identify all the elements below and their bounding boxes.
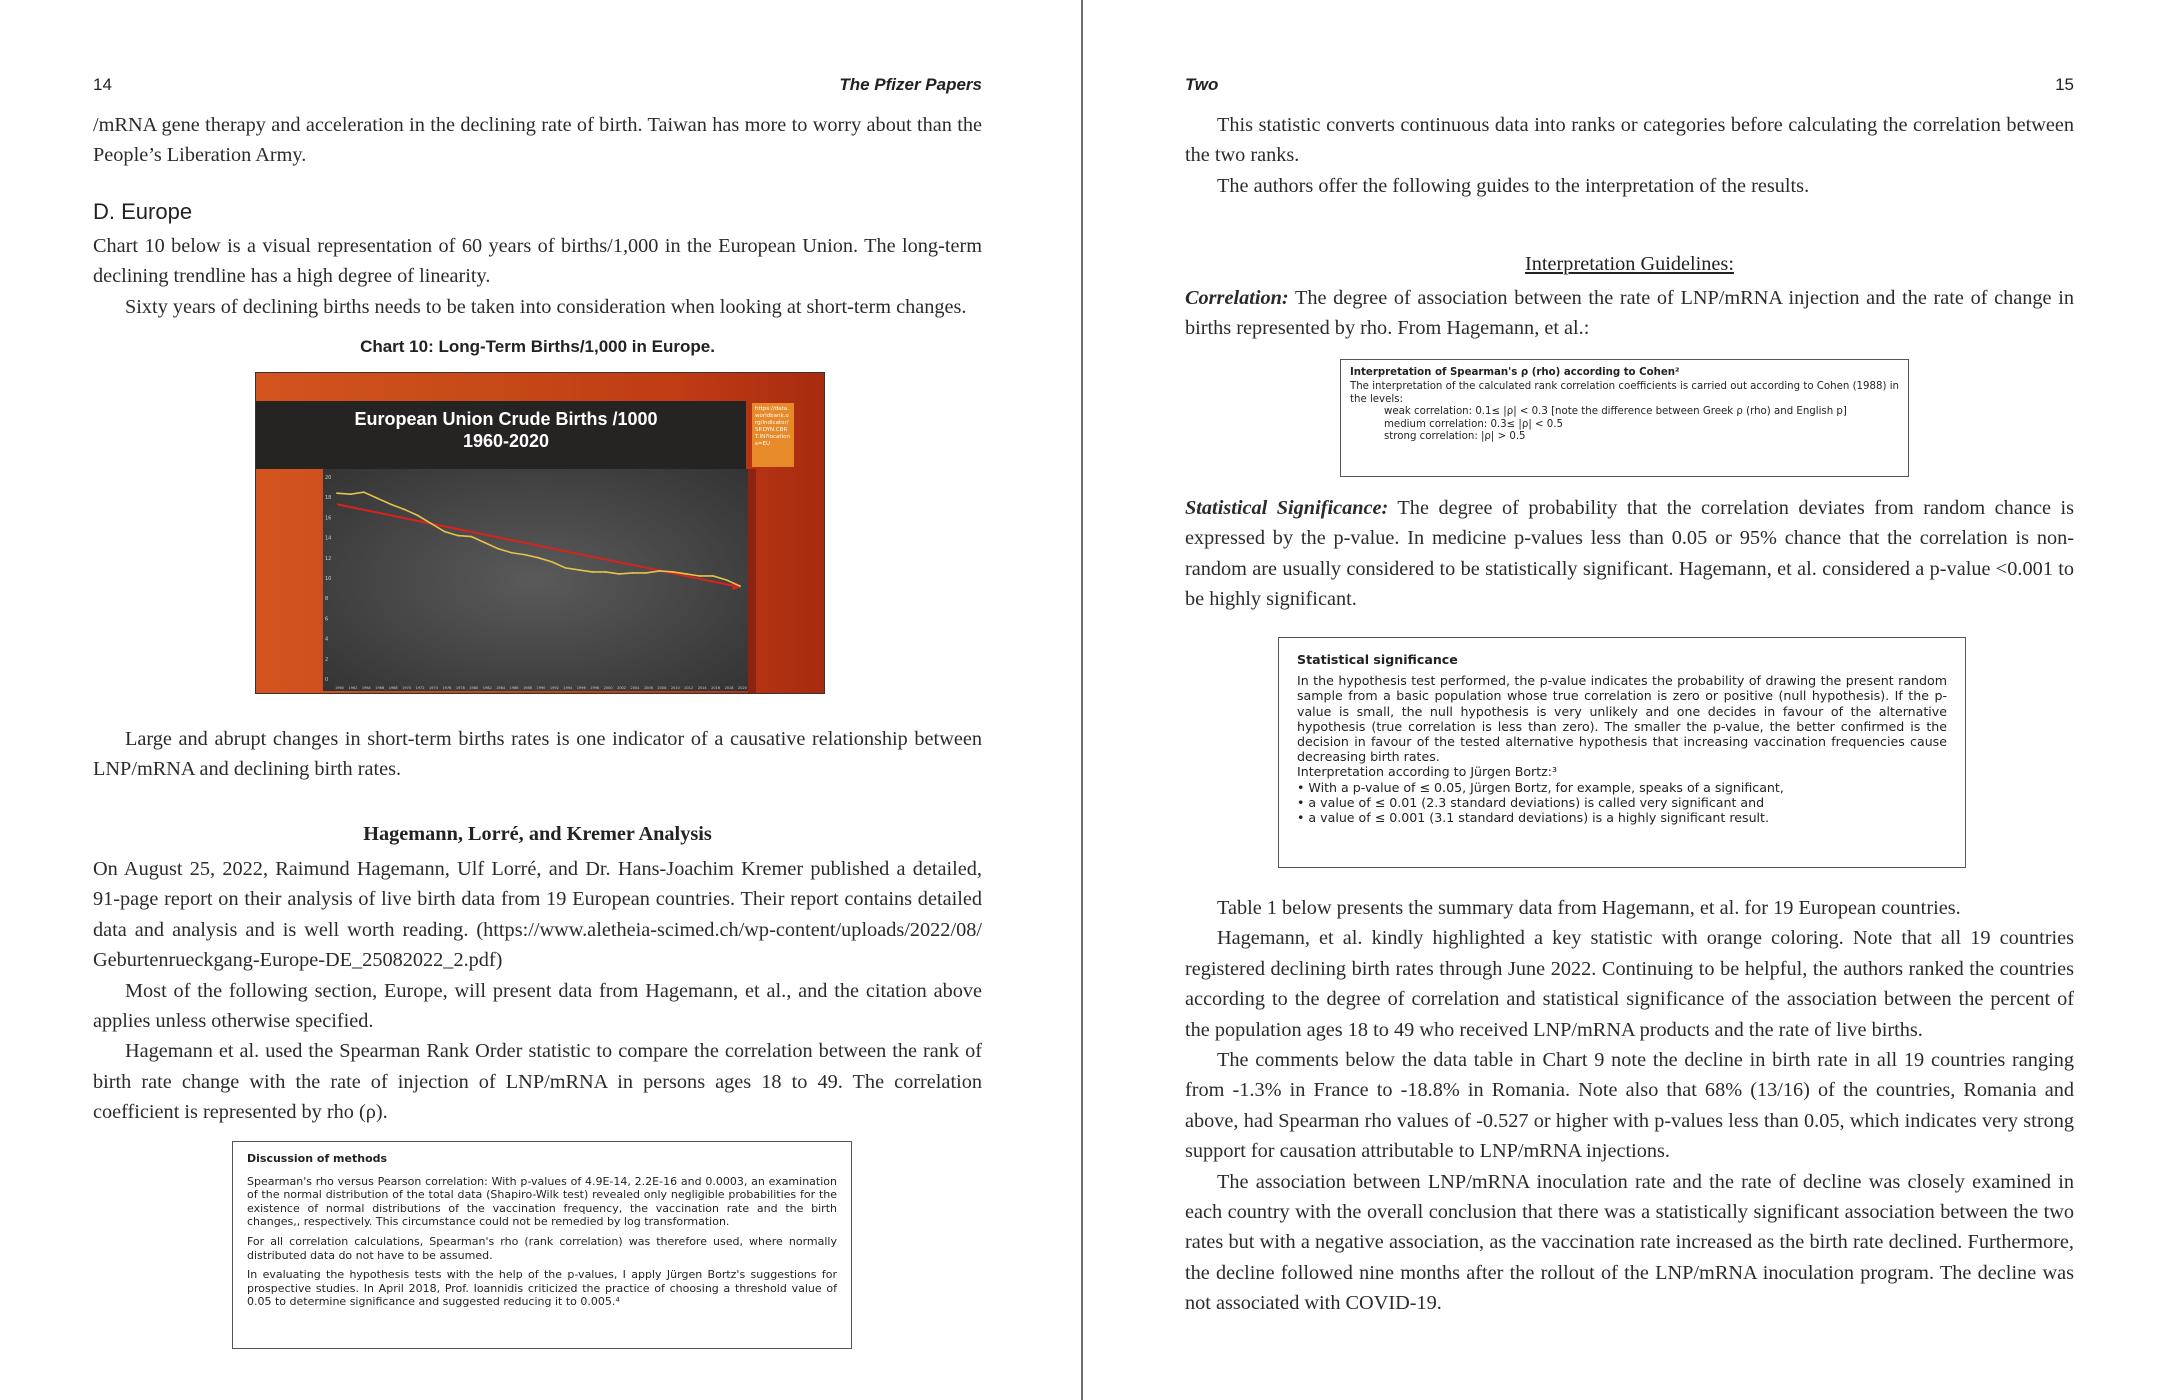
analysis-text (93, 854, 982, 1128)
data-point (672, 571, 674, 573)
europe-text (93, 231, 982, 322)
data-point (659, 570, 661, 572)
x-tick-label: 1996 (576, 686, 586, 690)
data-point (685, 573, 687, 575)
data-point (376, 497, 378, 499)
spearman-medium: medium correlation: 0.3≤ |ρ| < 0.5 (1384, 418, 1563, 430)
data-point (417, 514, 419, 516)
y-tick-label: 4 (325, 636, 329, 643)
significance-box-bullet-2: • a value of ≤ 0.01 (2.3 standard deviations) is called very significant and (1297, 794, 1765, 810)
chart-plot-area (323, 469, 748, 691)
guidelines-heading: Interpretation Guidelines: (1525, 253, 1734, 275)
significance-box-bullet-3: • a value of ≤ 0.001 (3.1 standard deviations) is a highly significant result. (1297, 810, 1769, 826)
y-tick-label: 16 (325, 515, 332, 522)
data-point (350, 493, 352, 495)
right-paragraph-6: The association between LNP/mRNA inoculation rate and the rate of decline was closely examined in each country with the overall conclusion that there was a statistically significant association between the two rates but with a negative association, as the vaccination rate increased as the birth rate declined. Furthermore, the decline followed nine months after the rollout of the LNP/mRNA inoculation program. The decline was not associated with COVID-19. (1185, 1170, 2074, 1315)
data-point (632, 572, 634, 574)
data-point (390, 503, 392, 505)
data-point (699, 575, 701, 577)
x-tick-label: 1964 (361, 686, 371, 690)
spearman-strong: strong correlation: |ρ| > 0.5 (1384, 431, 1526, 443)
right-paragraph-4: Hagemann, et al. kindly highlighted a key statistic with orange coloring. Note that all 19 countries registered declining birth rates through June 2022. Continuing to be helpful, the authors ranked the countries according to the degree of correlation and statistical significance of the association between the percent of the population ages 18 to 49 who received LNP/mRNA products and the rate of live births. (1185, 927, 2074, 1041)
right-page (1084, 0, 2163, 1400)
y-tick-label: 8 (325, 596, 329, 603)
methods-box-paragraph-1: Spearman's rho versus Pearson correlation: With p-values of 4.9E-14, 2.2E-16 and 0.0003, an examination of the normal distribution of the total data (Shapiro-Wilk test) revealed only negligible probabilities for the existence of normal distributions of the vaccination frequency, the vaccination rate and the birth changes,, respectively. This circumstance could not be remedied by log transformation. (247, 1174, 837, 1229)
x-tick-label: 2016 (711, 686, 721, 690)
page-number: 14 (93, 75, 112, 94)
x-tick-label: 2004 (630, 686, 640, 690)
y-tick-label: 12 (325, 555, 332, 562)
analysis-paragraph-3: Hagemann et al. used the Spearman Rank Order statistic to compare the correlation between the rank of birth rate change with the rate of injection of LNP/mRNA in persons ages 18 to 49. The correlation coefficient is represented by rho (ρ). (93, 1040, 982, 1124)
data-point (430, 523, 432, 525)
chart-side-bar (748, 469, 756, 694)
spearman-box-title: Interpretation of Spearman's ρ (rho) according to Cohen² (1350, 367, 1680, 378)
data-point (538, 557, 540, 559)
methods-box-paragraph-2: For all correlation calculations, Spearman's rho (rank correlation) was therefore used, where normally distributed data do not have to be assumed. (247, 1234, 837, 1262)
page-number-right: 15 (2055, 75, 2074, 94)
right-intro-text (1185, 110, 2074, 201)
europe-paragraph-2: Sixty years of declining births needs to be taken into consideration when looking at short-term changes. (125, 295, 967, 318)
analysis-paragraph-2: Most of the following section, Europe, will present data from Hagemann, et al., and the citation above applies unless otherwise specified. (93, 979, 982, 1033)
data-point (645, 572, 647, 574)
y-tick-label: 0 (325, 677, 329, 683)
europe-paragraph-1: Chart 10 below is a visual representation of 60 years of births/1,000 in the European Union. The long-term declining trendline has a high degree of linearity. (93, 235, 982, 288)
analysis-heading: Hagemann, Lorré, and Kremer Analysis (363, 823, 712, 845)
data-point (726, 579, 728, 581)
right-paragraph-3: Table 1 below presents the summary data from Hagemann, et al. for 19 European countries. (1217, 897, 1961, 919)
data-point (403, 508, 405, 510)
running-header: The Pfizer Papers (839, 75, 982, 94)
x-tick-label: 1968 (388, 686, 398, 690)
data-point (712, 575, 714, 577)
right-body-text (1185, 893, 2074, 1319)
x-tick-label: 2020 (738, 686, 747, 690)
correlation-text: The degree of association between the rate of LNP/mRNA injection and the rate of change in births represented by rho. From Hagemann, et al.: (1185, 287, 2074, 340)
data-point (457, 535, 459, 537)
y-tick-label: 14 (325, 535, 332, 542)
data-point (524, 554, 526, 556)
x-tick-label: 1960 (335, 686, 344, 690)
x-tick-label: 1984 (496, 686, 506, 690)
chart-caption: Chart 10: Long-Term Births/1,000 in Europe. (360, 337, 715, 356)
x-tick-label: 2002 (617, 686, 627, 690)
x-tick-label: 2012 (684, 686, 694, 690)
eu-births-chart (255, 372, 825, 694)
significance-box-interpretation: Interpretation according to Jürgen Bortz:³ (1297, 764, 1558, 780)
correlation-label: Correlation: (1185, 287, 1289, 309)
data-point (605, 571, 607, 573)
x-tick-label: 1994 (563, 686, 573, 690)
x-tick-label: 2006 (643, 686, 653, 690)
significance-box-title: Statistical significance (1297, 652, 1458, 667)
data-point (470, 536, 472, 538)
x-tick-label: 1976 (442, 686, 452, 690)
x-tick-label: 2014 (697, 686, 707, 690)
data-point (484, 542, 486, 544)
x-tick-label: 1974 (429, 686, 438, 690)
significance-label: Statistical Significance: (1185, 497, 1389, 519)
data-point (511, 552, 513, 554)
chart-subtitle: 1960-2020 (462, 431, 550, 451)
data-point (497, 548, 499, 550)
section-heading: D. Europe (93, 199, 193, 224)
data-point (444, 531, 446, 533)
methods-box (232, 1141, 852, 1349)
data-point (578, 569, 580, 571)
x-tick-label: 1998 (590, 686, 600, 690)
data-point (564, 567, 566, 569)
book-spine (1081, 0, 1083, 1400)
x-tick-label: 2008 (657, 686, 667, 690)
y-tick-label: 2 (325, 656, 329, 663)
data-point (363, 491, 365, 493)
x-tick-label: 1990 (536, 686, 546, 690)
data-point (739, 585, 741, 587)
x-tick-label: 1962 (348, 686, 358, 690)
x-tick-label: 1966 (375, 686, 385, 690)
significance-paragraph (1185, 493, 2074, 615)
data-point (336, 492, 338, 494)
analysis-paragraph-1: On August 25, 2022, Raimund Hagemann, Ulf Lorré, and Dr. Hans-Joachim Kremer published a detailed, 91-page report on their analysis of live birth data from 19 European countries. Their report contains detailed data and analysis and is well worth reading. (https://www.aletheia-scimed.ch/wp-content/uploads/2022/08/ Geburtenrueckgang-Europe-DE_25082022_2.pdf) (93, 858, 982, 972)
x-tick-label: 1992 (549, 686, 559, 690)
significance-box (1278, 637, 1966, 868)
after-chart-paragraph: Large and abrupt changes in short-term births rates is one indicator of a causative relationship between LNP/mRNA and declining birth rates. (93, 728, 982, 781)
x-tick-label: 1972 (415, 686, 425, 690)
significance-box-bullet-1: • With a p-value of ≤ 0.05, Jürgen Bortz, for example, speaks of a significant, (1297, 779, 1784, 795)
spearman-box (1340, 359, 1909, 477)
right-paragraph-1: This statistic converts continuous data into ranks or categories before calculating the correlation between the two ranks. (1185, 114, 2074, 167)
x-tick-label: 2000 (603, 686, 613, 690)
data-point (591, 571, 593, 573)
x-tick-label: 1980 (469, 686, 479, 690)
right-paragraph-5: The comments below the data table in Chart 9 note the decline in birth rate in all 19 countries ranging from -1.3% in France to -18.8% in Romania. Note also that 68% (13/16) of the countries, Romania and above, had Spearman rho values of -0.527 or higher with p-values less than 0.05, which indicates very strong support for causation attributable to LNP/mRNA injections. (1185, 1049, 2074, 1163)
running-header-right: Two (1185, 75, 1219, 94)
x-tick-label: 2010 (670, 686, 680, 690)
spearman-box-intro: The interpretation of the calculated rank correlation coefficients is carried out according to Cohen (1988) in the levels: (1350, 381, 1899, 405)
right-paragraph-2: The authors offer the following guides to the interpretation of the results. (1217, 174, 1810, 197)
methods-box-title: Discussion of methods (247, 1152, 388, 1165)
methods-box-paragraph-3: In evaluating the hypothesis tests with the help of the p-values, I apply Jürgen Bortz's suggestions for prospective studies. In April 2018, Prof. Ioannidis criticized the practice of choosing a threshold value of 0.05 to determine significance and suggested reducing it to 0.005.⁴ (247, 1268, 837, 1309)
chart-title: European Union Crude Births /1000 (354, 409, 658, 429)
intro-paragraph: /mRNA gene therapy and acceleration in the declining rate of birth. Taiwan has more to worry about than the People’s Liberation Army. (93, 114, 982, 167)
x-tick-label: 2018 (724, 686, 734, 690)
significance-text: The degree of probability that the correlation deviates from random chance is expressed by the p-value. In medicine p-values less than 0.05 or 95% chance that the correlation is non-random are usually considered to be statistically significant. Hagemann, et al. considered a p-value <0.001 to be highly significant. (1185, 497, 2074, 611)
x-tick-label: 1988 (523, 686, 532, 690)
y-tick-label: 10 (325, 576, 332, 582)
y-tick-label: 6 (325, 616, 329, 623)
chart-source-note: https://data.worldbank.org/indicator/SP.DYN.CBRT.IN?locations=EU (752, 403, 794, 467)
spearman-weak: weak correlation: 0.1≤ |ρ| < 0.3 [note the difference between Greek ρ (rho) and English p] (1384, 406, 1847, 418)
x-tick-label: 1982 (482, 686, 492, 690)
significance-box-body: In the hypothesis test performed, the p-value indicates the probability of drawing the present random sample from a basic population whose true correlation is zero or positive (null hypothesis). If the p-value is small, the null hypothesis is very unlikely and one decides in favour of the alternative hypothesis (true correlation is less than zero). The smaller the p-value, the better confirmed is the decision in favour of the tested alternative hypothesis that increasing vaccination frequencies cause decreasing birth rates. (1297, 673, 1947, 765)
x-tick-label: 1970 (402, 686, 412, 690)
correlation-paragraph (1185, 283, 2074, 344)
y-tick-label: 18 (325, 495, 332, 502)
data-point (618, 573, 620, 575)
x-tick-label: 1986 (509, 686, 519, 690)
x-tick-label: 1978 (455, 686, 465, 690)
y-tick-label: 20 (325, 475, 332, 481)
data-point (551, 561, 553, 563)
